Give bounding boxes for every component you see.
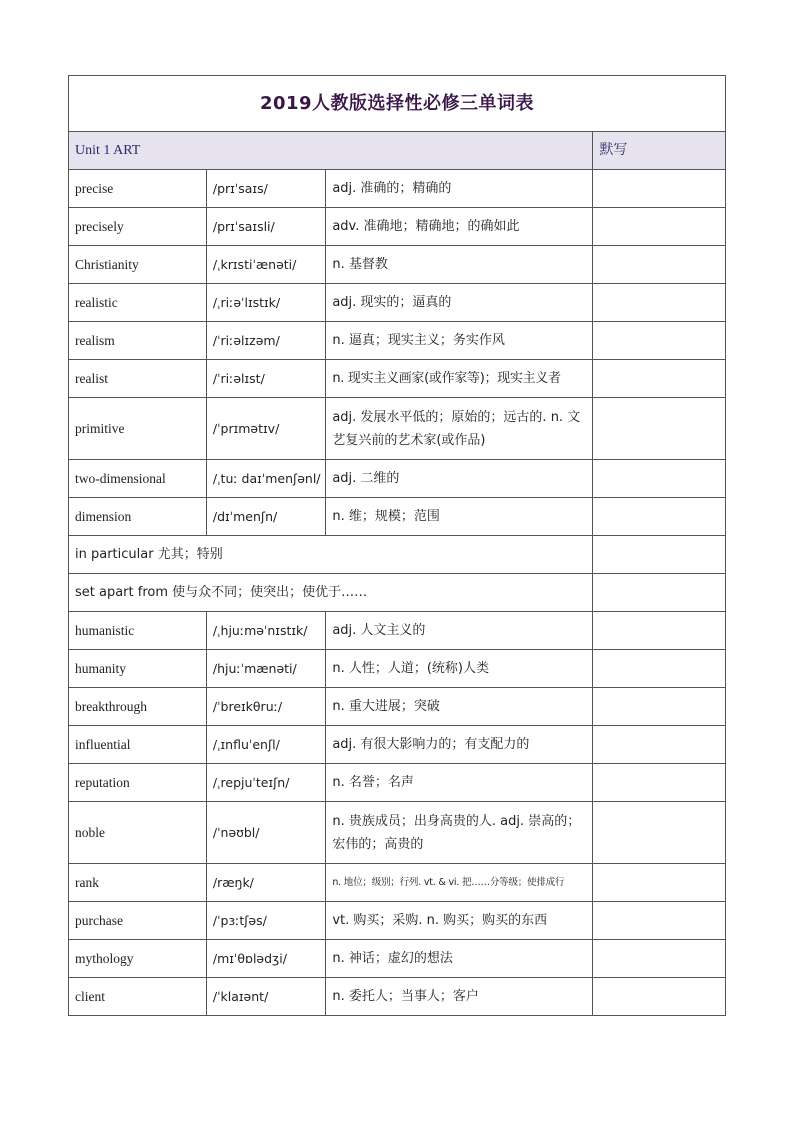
vocabulary-table [68, 75, 726, 1016]
meaning-cell: n. 人性；人道；(统称)人类 [326, 650, 593, 688]
dictation-blank-cell[interactable] [593, 536, 726, 574]
dictation-blank-cell[interactable] [593, 802, 726, 864]
meaning-cell: n. 名誉；名声 [326, 764, 593, 802]
phonetic-cell: /ˌtuː daɪˈmenʃənl/ [206, 460, 325, 498]
table-row [69, 246, 726, 284]
table-row [69, 322, 726, 360]
table-row [69, 612, 726, 650]
table-row [69, 802, 726, 864]
title-row [69, 76, 726, 132]
word-cell: mythology [69, 940, 207, 978]
word-cell: Christianity [69, 246, 207, 284]
dictation-blank-cell[interactable] [593, 764, 726, 802]
word-cell: rank [69, 864, 207, 902]
dictation-blank-cell[interactable] [593, 284, 726, 322]
phonetic-cell: /ˈriːəlɪst/ [206, 360, 325, 398]
word-cell: realistic [69, 284, 207, 322]
phonetic-cell: /ˈriːəlɪzəm/ [206, 322, 325, 360]
phonetic-cell: /prɪˈsaɪs/ [206, 170, 325, 208]
table-row [69, 360, 726, 398]
dictation-blank-cell[interactable] [593, 726, 726, 764]
phonetic-cell: /ˈklaɪənt/ [206, 978, 325, 1016]
phrase-row [69, 536, 726, 574]
dictation-blank-cell[interactable] [593, 902, 726, 940]
table-row [69, 978, 726, 1016]
word-cell: realist [69, 360, 207, 398]
dictation-blank-cell[interactable] [593, 208, 726, 246]
word-cell: noble [69, 802, 207, 864]
meaning-cell: n. 基督教 [326, 246, 593, 284]
meaning-cell: adj. 发展水平低的；原始的；远古的. n. 文艺复兴前的艺术家(或作品) [326, 398, 593, 460]
meaning-cell: n. 逼真；现实主义；务实作风 [326, 322, 593, 360]
phonetic-cell: /ˌhjuːməˈnɪstɪk/ [206, 612, 325, 650]
dictation-blank-cell[interactable] [593, 688, 726, 726]
unit-label: Unit 1 ART [69, 132, 593, 170]
word-cell: precisely [69, 208, 207, 246]
phonetic-cell: /ˈbreɪkθruː/ [206, 688, 325, 726]
table-row [69, 650, 726, 688]
word-cell: humanity [69, 650, 207, 688]
word-cell: precise [69, 170, 207, 208]
word-cell: purchase [69, 902, 207, 940]
word-cell: reputation [69, 764, 207, 802]
dictation-blank-cell[interactable] [593, 650, 726, 688]
table-row [69, 398, 726, 460]
dictation-blank-cell[interactable] [593, 940, 726, 978]
word-cell: breakthrough [69, 688, 207, 726]
dictation-blank-cell[interactable] [593, 360, 726, 398]
phonetic-cell: /ˌrepjuˈteɪʃn/ [206, 764, 325, 802]
meaning-cell: vt. 购买；采购. n. 购买；购买的东西 [326, 902, 593, 940]
meaning-cell: n. 现实主义画家(或作家等)；现实主义者 [326, 360, 593, 398]
phonetic-cell: /ræŋk/ [206, 864, 325, 902]
table-row [69, 170, 726, 208]
dictation-blank-cell[interactable] [593, 498, 726, 536]
phrase-row [69, 574, 726, 612]
meaning-cell: n. 维；规模；范围 [326, 498, 593, 536]
phonetic-cell: /ˈprɪmətɪv/ [206, 398, 325, 460]
meaning-cell: adj. 准确的；精确的 [326, 170, 593, 208]
meaning-cell: adv. 准确地；精确地；的确如此 [326, 208, 593, 246]
dictation-blank-cell[interactable] [593, 322, 726, 360]
table-row [69, 688, 726, 726]
dictation-blank-cell[interactable] [593, 864, 726, 902]
page-title: 2019人教版选择性必修三单词表 [69, 76, 726, 132]
meaning-cell: n. 贵族成员；出身高贵的人. adj. 崇高的；宏伟的；高贵的 [326, 802, 593, 864]
word-cell: humanistic [69, 612, 207, 650]
word-cell: client [69, 978, 207, 1016]
table-row [69, 726, 726, 764]
phonetic-cell: /ˌɪnfluˈenʃl/ [206, 726, 325, 764]
table-row [69, 460, 726, 498]
meaning-cell: n. 委托人；当事人；客户 [326, 978, 593, 1016]
table-row [69, 902, 726, 940]
phonetic-cell: /ˈpɜːtʃəs/ [206, 902, 325, 940]
meaning-cell: n. 重大进展；突破 [326, 688, 593, 726]
dictation-header: 默写 [593, 132, 726, 170]
meaning-cell: n. 地位；级别；行列. vt. & vi. 把……分等级；使排成行 [326, 864, 593, 902]
table-row [69, 940, 726, 978]
meaning-cell: n. 神话；虚幻的想法 [326, 940, 593, 978]
meaning-cell: adj. 人文主义的 [326, 612, 593, 650]
word-cell: primitive [69, 398, 207, 460]
table-row [69, 498, 726, 536]
phrase-cell: in particular 尤其；特别 [69, 536, 593, 574]
table-row [69, 764, 726, 802]
phonetic-cell: /mɪˈθɒlədʒi/ [206, 940, 325, 978]
word-cell: influential [69, 726, 207, 764]
phonetic-cell: /prɪˈsaɪsli/ [206, 208, 325, 246]
phrase-cell: set apart from 使与众不同；使突出；使优于…… [69, 574, 593, 612]
phonetic-cell: /hjuːˈmænəti/ [206, 650, 325, 688]
word-cell: realism [69, 322, 207, 360]
phonetic-cell: /ˌkrɪstiˈænəti/ [206, 246, 325, 284]
table-row [69, 208, 726, 246]
phonetic-cell: /ˈnəʊbl/ [206, 802, 325, 864]
dictation-blank-cell[interactable] [593, 612, 726, 650]
meaning-cell: adj. 二维的 [326, 460, 593, 498]
dictation-blank-cell[interactable] [593, 978, 726, 1016]
phonetic-cell: /dɪˈmenʃn/ [206, 498, 325, 536]
phonetic-cell: /ˌriːəˈlɪstɪk/ [206, 284, 325, 322]
dictation-blank-cell[interactable] [593, 170, 726, 208]
dictation-blank-cell[interactable] [593, 460, 726, 498]
meaning-cell: adj. 有很大影响力的；有支配力的 [326, 726, 593, 764]
meaning-cell: adj. 现实的；逼真的 [326, 284, 593, 322]
table-row [69, 284, 726, 322]
dictation-blank-cell[interactable] [593, 574, 726, 612]
dictation-blank-cell[interactable] [593, 398, 726, 460]
word-cell: two-dimensional [69, 460, 207, 498]
table-row [69, 864, 726, 902]
unit-header-row [69, 132, 726, 170]
word-cell: dimension [69, 498, 207, 536]
dictation-blank-cell[interactable] [593, 246, 726, 284]
